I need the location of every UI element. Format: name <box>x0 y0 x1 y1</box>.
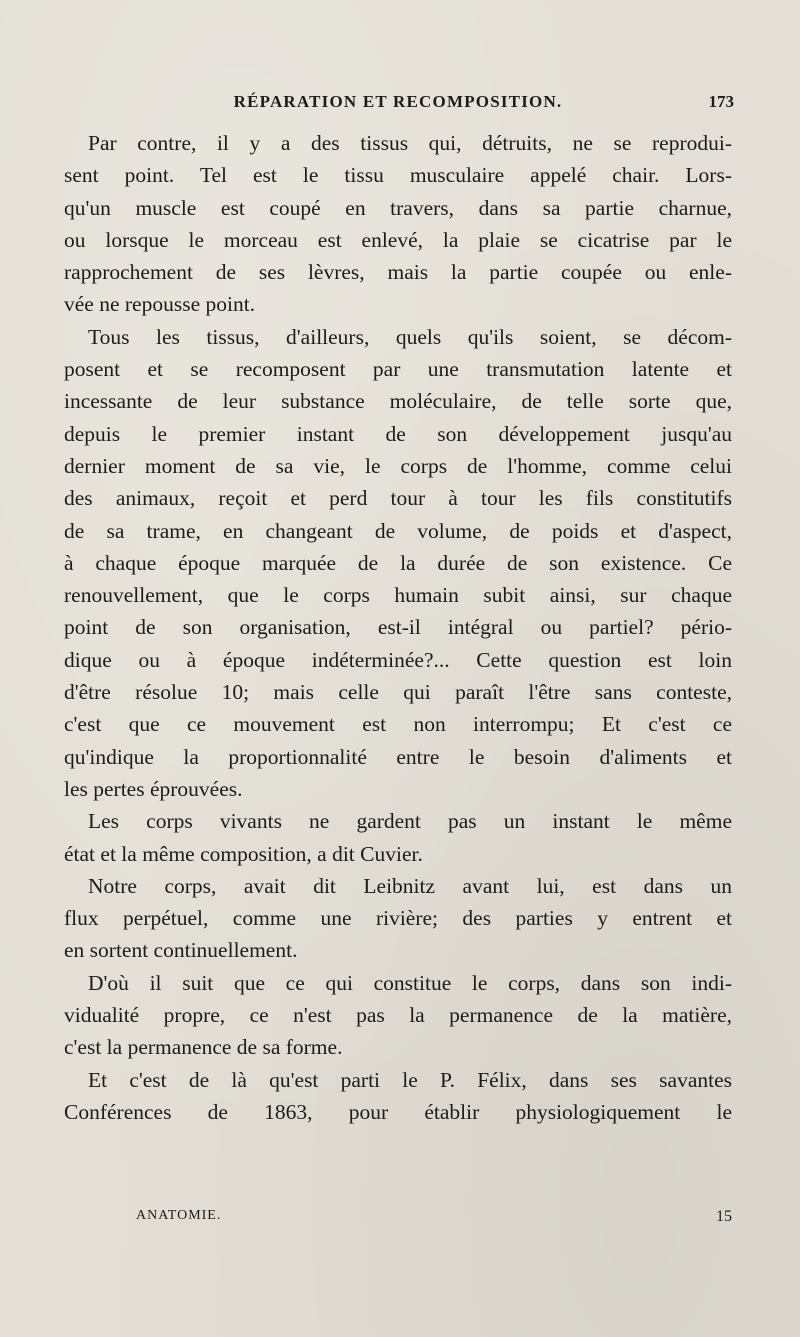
signature-number: 15 <box>716 1208 732 1225</box>
text-line: point de son organisation, est-il intégral ou partiel? pério- <box>64 615 732 640</box>
text-line: Conférences de 1863, pour établir physiologiquement le <box>64 1099 732 1124</box>
text-line: état et la même composition, a dit Cuvier. <box>64 841 423 866</box>
text-line: sent point. Tel est le tissu musculaire appelé chair. Lors- <box>64 163 732 188</box>
text-line: ou lorsque le morceau est enlevé, la plaie se cicatrise par le <box>64 227 732 252</box>
running-head <box>64 92 732 116</box>
text-line: Notre corps, avait dit Leibnitz avant lui, est dans un <box>88 873 732 898</box>
text-line: les pertes éprouvées. <box>64 776 243 801</box>
page-footer <box>64 1208 732 1232</box>
page-number: 173 <box>708 92 734 111</box>
text-line: c'est que ce mouvement est non interrompu; Et c'est ce <box>64 712 732 737</box>
text-line: vée ne repousse point. <box>64 292 256 317</box>
text-line: d'être résolue 10; mais celle qui paraît l'être sans conteste, <box>64 680 732 705</box>
text-line: posent et se recomposent par une transmutation latente et <box>64 357 732 382</box>
text-line: de sa trame, en changeant de volume, de poids et d'aspect, <box>64 518 732 543</box>
text-line: depuis le premier instant de son développement jusqu'au <box>64 421 732 446</box>
text-line: en sortent continuellement. <box>64 938 298 963</box>
text-line: dernier moment de sa vie, le corps de l'homme, comme celui <box>64 453 732 478</box>
text-line: c'est la permanence de sa forme. <box>64 1035 343 1060</box>
text-line: D'où il suit que ce qui constitue le corps, dans son indi- <box>88 970 732 995</box>
text-line: Et c'est de là qu'est parti le P. Félix, dans ses savantes <box>88 1067 732 1092</box>
text-line: incessante de leur substance moléculaire, de telle sorte que, <box>64 389 732 414</box>
text-line: flux perpétuel, comme une rivière; des parties y entrent et <box>64 906 732 931</box>
text-line: Les corps vivants ne gardent pas un instant le même <box>88 809 732 834</box>
body-text <box>64 127 732 1128</box>
text-line: Par contre, il y a des tissus qui, détruits, ne se reprodui- <box>88 131 732 155</box>
signature-mark: ANATOMIE. <box>136 1208 222 1223</box>
text-line: Tous les tissus, d'ailleurs, quels qu'ils soient, se décom- <box>88 324 732 349</box>
running-head-title: RÉPARATION ET RECOMPOSITION. <box>233 92 563 111</box>
text-line: qu'un muscle est coupé en travers, dans sa partie charnue, <box>64 195 732 220</box>
text-line: des animaux, reçoit et perd tour à tour les fils constitutifs <box>64 486 732 511</box>
text-line: qu'indique la proportionnalité entre le besoin d'aliments et <box>64 744 732 769</box>
text-line: rapprochement de ses lèvres, mais la partie coupée ou enle- <box>64 260 732 285</box>
text-line: vidualité propre, ce n'est pas la permanence de la matière, <box>64 1003 732 1028</box>
text-line: dique ou à époque indéterminée?... Cette question est loin <box>64 647 732 672</box>
text-line: renouvellement, que le corps humain subit ainsi, sur chaque <box>64 583 732 608</box>
text-line: à chaque époque marquée de la durée de son existence. Ce <box>64 550 732 575</box>
